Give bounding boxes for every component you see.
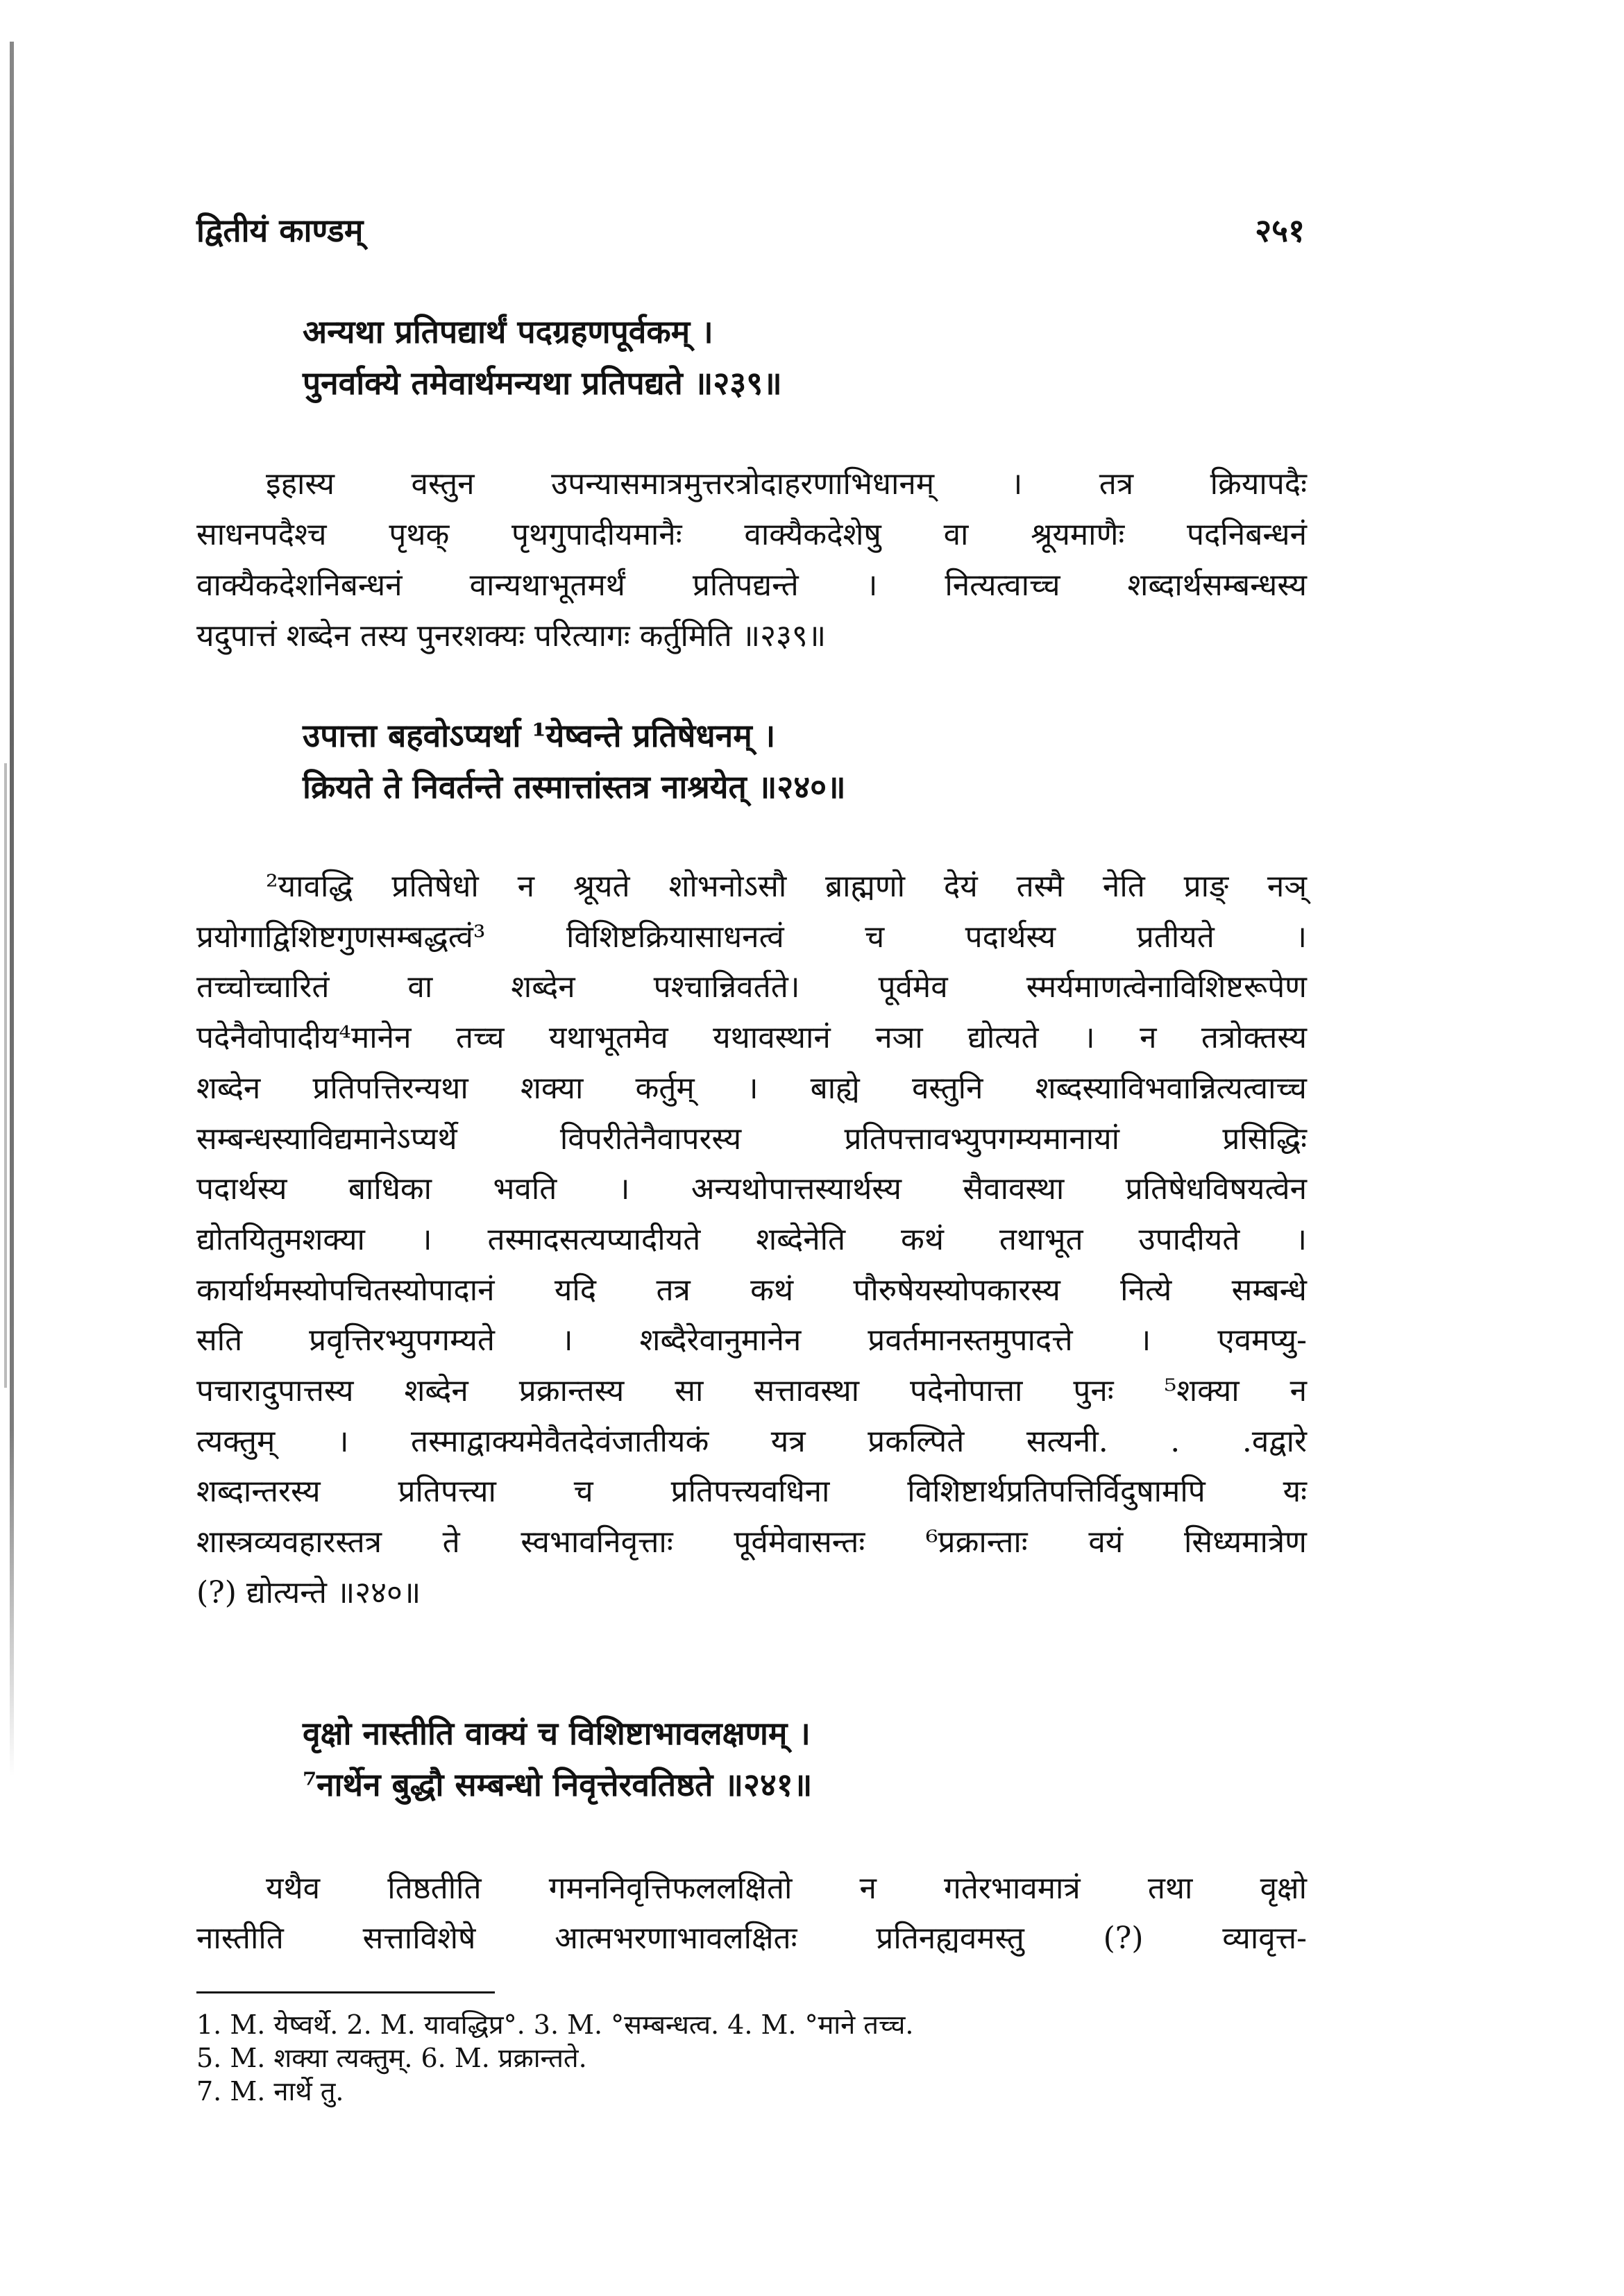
verse-line: ⁷नार्थेन बुद्धौ सम्बन्धो निवृत्तेरवतिष्ठते ॥२४१॥ — [303, 1766, 813, 1803]
commentary-line: द्योतयितुमशक्या । तस्मादसत्यप्यादीयते शब्देनेति कथं तथाभूत उपादीयते । — [196, 1221, 1307, 1257]
footnote-line: 5. M. शक्या त्यक्तुम्. 6. M. प्रक्रान्तते. — [196, 2043, 587, 2073]
commentary-line: साधनपदैश्च पृथक् पृथगुपादीयमानैः वाक्यैकदेशेषु वा श्रूयमाणैः पदनिबन्धनं — [196, 517, 1307, 552]
commentary-line: यथैव तिष्ठतीति गमननिवृत्तिफललक्षितो न गतेरभावमात्रं तथा वृक्षो — [266, 1871, 1307, 1906]
commentary-line: कार्यार्थमस्योपचितस्योपादानं यदि तत्र कथं पौरुषेयस्योपकारस्य नित्ये सम्बन्धे — [196, 1272, 1307, 1308]
commentary-line: पचारादुपात्तस्य शब्देन प्रक्रान्तस्य सा सत्तावस्था पदेनोपात्ता पुनः ⁵शक्या न — [196, 1373, 1307, 1409]
footnote-line: 7. M. नार्थे तु. — [196, 2076, 344, 2107]
commentary-line: इहास्य वस्तुन उपन्यासमात्रमुत्तरत्रोदाहरणाभिधानम् । तत्र क्रियापदैः — [266, 466, 1307, 502]
running-header-title: द्वितीयं काण्डम् — [196, 212, 364, 249]
binding-shadow — [10, 42, 14, 1776]
commentary-line: (?) द्योत्यन्ते ॥२४०॥ — [196, 1574, 421, 1610]
commentary-line: शब्देन प्रतिपत्तिरन्यथा शक्या कर्तुम् । बाह्ये वस्तुनि शब्दस्याविभवान्नित्यत्वाच्च — [196, 1070, 1307, 1106]
verse-line: अन्यथा प्रतिपद्यार्थं पदग्रहणपूर्वकम् । — [303, 313, 713, 350]
footnote-divider — [196, 1991, 495, 1993]
verse-line: पुनर्वाक्ये तमेवार्थमन्यथा प्रतिपद्यते ॥२३९॥ — [303, 364, 782, 402]
footnote-line: 1. M. येष्वर्थे. 2. M. यावद्धिप्र°. 3. M. °सम्बन्धत्व. 4. M. °माने तच्च. — [196, 2009, 914, 2040]
commentary-line: नास्तीति सत्ताविशेषे आत्मभरणाभावलक्षितः प्रतिनह्यवमस्तु (?) व्यावृत्त- — [196, 1921, 1307, 1956]
commentary-line: सति प्रवृत्तिरभ्युपगम्यते । शब्दैरेवानुमानेन प्रवर्तमानस्तमुपादत्ते । एवमप्यु- — [196, 1323, 1307, 1359]
binding-shadow — [4, 763, 7, 1388]
commentary-line: तच्चोच्चारितं वा शब्देन पश्चान्निवर्तते। पूर्वमेव स्मर्यमाणत्वेनाविशिष्टरूपेण — [196, 969, 1307, 1005]
commentary-line: पदार्थस्य बाधिका भवति । अन्यथोपात्तस्यार्थस्य सैवावस्था प्रतिषेधविषयत्वेन — [196, 1171, 1307, 1207]
commentary-line: सम्बन्धस्याविद्यमानेऽप्यर्थे विपरीतेनैवापरस्य प्रतिपत्तावभ्युपगम्यमानायां प्रसिद्धिः — [196, 1121, 1307, 1157]
commentary-line: प्रयोगाद्विशिष्टगुणसम्बद्धत्वं³ विशिष्टक्रियासाधनत्वं च पदार्थस्य प्रतीयते । — [196, 919, 1307, 955]
commentary-line: ²यावद्धि प्रतिषेधो न श्रूयते शोभनोऽसौ ब्राह्मणो देयं तस्मै नेति प्राङ् नञ् — [266, 869, 1307, 904]
commentary-line: वाक्यैकदेशनिबन्धनं वान्यथाभूतमर्थं प्रतिपद्यन्ते । नित्यत्वाच्च शब्दार्थसम्बन्धस्य — [196, 568, 1307, 603]
commentary-line: यदुपात्तं शब्देन तस्य पुनरशक्यः परित्यागः कर्तुमिति ॥२३९॥ — [196, 618, 827, 654]
commentary-line: पदेनैवोपादीय⁴मानेन तच्च यथाभूतमेव यथावस्थानं नञा द्योत्यते । न तत्रोक्तस्य — [196, 1020, 1307, 1056]
page-number: २५१ — [1255, 212, 1305, 249]
commentary-line: शास्त्रव्यवहारस्तत्र ते स्वभावनिवृत्ताः पूर्वमेवासन्तः ⁶प्रक्रान्ताः वयं सिध्यमात्रेण — [196, 1524, 1307, 1561]
verse-line: क्रियते ते निवर्तन्ते तस्मात्तांस्तत्र नाश्रयेत् ॥२४०॥ — [303, 768, 846, 806]
commentary-line: त्यक्तुम् । तस्माद्वाक्यमेवैतदेवंजातीयकं यत्र प्रकल्पिते सत्यनी. . .वद्वारे — [196, 1423, 1307, 1459]
verse-line: उपात्ता बहवोऽप्यर्था ¹येष्वन्ते प्रतिषेधनम् । — [303, 717, 776, 754]
verse-line: वृक्षो नास्तीति वाक्यं च विशिष्टाभावलक्षणम् । — [303, 1715, 811, 1752]
commentary-line: शब्दान्तरस्य प्रतिपत्त्या च प्रतिपत्त्यवधिना विशिष्टार्थप्रतिपत्तिर्विदुषामपि यः — [196, 1474, 1307, 1510]
